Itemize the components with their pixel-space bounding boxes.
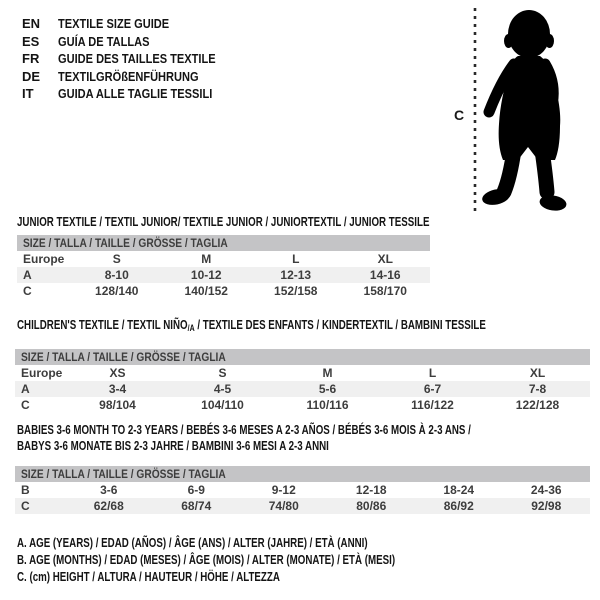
row-label: B [21, 483, 30, 497]
height-measure-label: C [454, 107, 465, 123]
size-value: L [428, 366, 437, 380]
size-value: XL [377, 252, 393, 266]
size-value: 18-24 [443, 483, 475, 497]
language-list [22, 15, 243, 103]
size-value: 4-5 [213, 382, 232, 396]
language-row-de [22, 68, 243, 86]
size-value: 3-4 [108, 382, 127, 396]
language-label: GUÍA DE TALLAS [58, 33, 150, 49]
size-value: 152/158 [274, 284, 318, 298]
language-label: TEXTILE SIZE GUIDE [58, 16, 170, 31]
language-code: FR [22, 51, 40, 66]
language-label: GUIDE DES TAILLES TEXTILE [58, 51, 216, 66]
language-row-it [22, 85, 243, 103]
table-row [15, 381, 590, 397]
size-value: 110/116 [306, 398, 349, 412]
children-table-title: CHILDREN'S TEXTILE / TEXTIL $NIÑO_{/A}$ / TEXTILE DES ENFANTS / KINDERTEXTIL / BAMBINI TESSILE [17, 318, 486, 333]
size-value: 9-12 [271, 483, 296, 497]
size-value: 3-6 [100, 483, 118, 497]
size-header-bar: SIZE / TALLA / TAILLE / GRÖSSE / TAGLIA [15, 349, 590, 365]
size-value: M [201, 252, 212, 266]
size-value: 14-16 [369, 268, 401, 282]
table-row [15, 482, 590, 498]
row-label: A [23, 268, 32, 282]
junior-table-title: JUNIOR TEXTILE / TEXTIL JUNIOR/ TEXTILE JUNIOR / JUNIORTEXTIL / JUNIOR TESSILE [17, 215, 430, 229]
table-row [17, 251, 430, 267]
language-label: TEXTILGRÖßENFÜHRUNG [58, 68, 199, 84]
footnote-c: C. (cm) HEIGHT / ALTURA / HAUTEUR / HÖHE / ALTEZZA [17, 570, 280, 584]
language-row-fr [22, 50, 243, 68]
row-label: C [21, 398, 30, 412]
babies-table-title: BABIES 3-6 MONTH TO 2-3 YEARS / BEBÉS 3-6 MESES A 2-3 AÑOS / BÉBÉS 3-6 MOIS À 2-3 ANS / BABYS 3-6 MONATE BIS 2-3 JAHRE / BAMBINI 3-6 MESI A 2-3 ANNI [17, 423, 471, 453]
size-value: XL [529, 366, 546, 380]
table-row [15, 498, 590, 514]
size-value: 116/122 [411, 398, 454, 412]
size-value: 74/80 [268, 499, 299, 513]
row-label: Europe [23, 252, 65, 266]
size-value: S [218, 366, 227, 380]
language-code: IT [22, 86, 34, 101]
size-header-bar: SIZE / TALLA / TAILLE / GRÖSSE / TAGLIA [15, 466, 590, 482]
language-label: GUIDA ALLE TAGLIE TESSILI [58, 86, 213, 101]
size-value: 12-18 [355, 483, 387, 497]
size-value: 7-8 [528, 382, 547, 396]
row-label: Europe [21, 366, 63, 380]
size-value: 24-36 [530, 483, 562, 497]
size-value: 8-10 [104, 268, 129, 282]
size-value: 98/104 [99, 398, 136, 412]
language-code: EN [22, 16, 41, 31]
table-row [15, 365, 590, 381]
size-value: 12-13 [280, 268, 312, 282]
size-value: 122/128 [515, 398, 560, 412]
size-value: 68/74 [181, 499, 212, 513]
row-label: C [21, 499, 30, 513]
size-value: 86/92 [443, 499, 474, 513]
size-value: 10-12 [190, 268, 222, 282]
size-value: L [292, 252, 300, 266]
row-label: A [21, 382, 30, 396]
size-value: 128/140 [95, 284, 139, 298]
language-row-en [22, 15, 243, 33]
size-header-bar: SIZE / TALLA / TAILLE / GRÖSSE / TAGLIA [17, 235, 430, 251]
size-value: 6-9 [187, 483, 205, 497]
size-value: 6-7 [423, 382, 442, 396]
row-label: C [23, 284, 32, 298]
size-value: 92/98 [531, 499, 562, 513]
footnote-a: A. AGE (YEARS) / EDAD (AÑOS) / ÂGE (ANS) / ALTER (JAHRE) / ETÀ (ANNI) [17, 536, 368, 550]
baby-silhouette [468, 0, 590, 220]
size-value: S [112, 252, 121, 266]
size-value: 158/170 [363, 284, 407, 298]
language-code: ES [22, 33, 40, 49]
size-value: M [322, 366, 333, 380]
table-row [15, 397, 590, 413]
size-value: 104/110 [201, 398, 244, 412]
size-value: 80/86 [356, 499, 387, 513]
size-value: XS [109, 366, 126, 380]
footnote-b: B. AGE (MONTHS) / EDAD (MESES) / ÂGE (MOIS) / ALTER (MONATE) / ETÀ (MESI) [17, 553, 396, 567]
table-row [17, 267, 430, 283]
baby-shape [481, 10, 568, 212]
language-code: DE [22, 68, 41, 84]
children-size-table [15, 349, 590, 413]
size-value: 62/68 [93, 499, 124, 513]
language-row-es [22, 33, 243, 51]
size-value: 5-6 [318, 382, 337, 396]
table-row [17, 283, 430, 299]
size-value: 140/152 [184, 284, 228, 298]
babies-size-table [15, 466, 590, 514]
footnotes [17, 535, 502, 586]
junior-size-table [17, 235, 430, 299]
